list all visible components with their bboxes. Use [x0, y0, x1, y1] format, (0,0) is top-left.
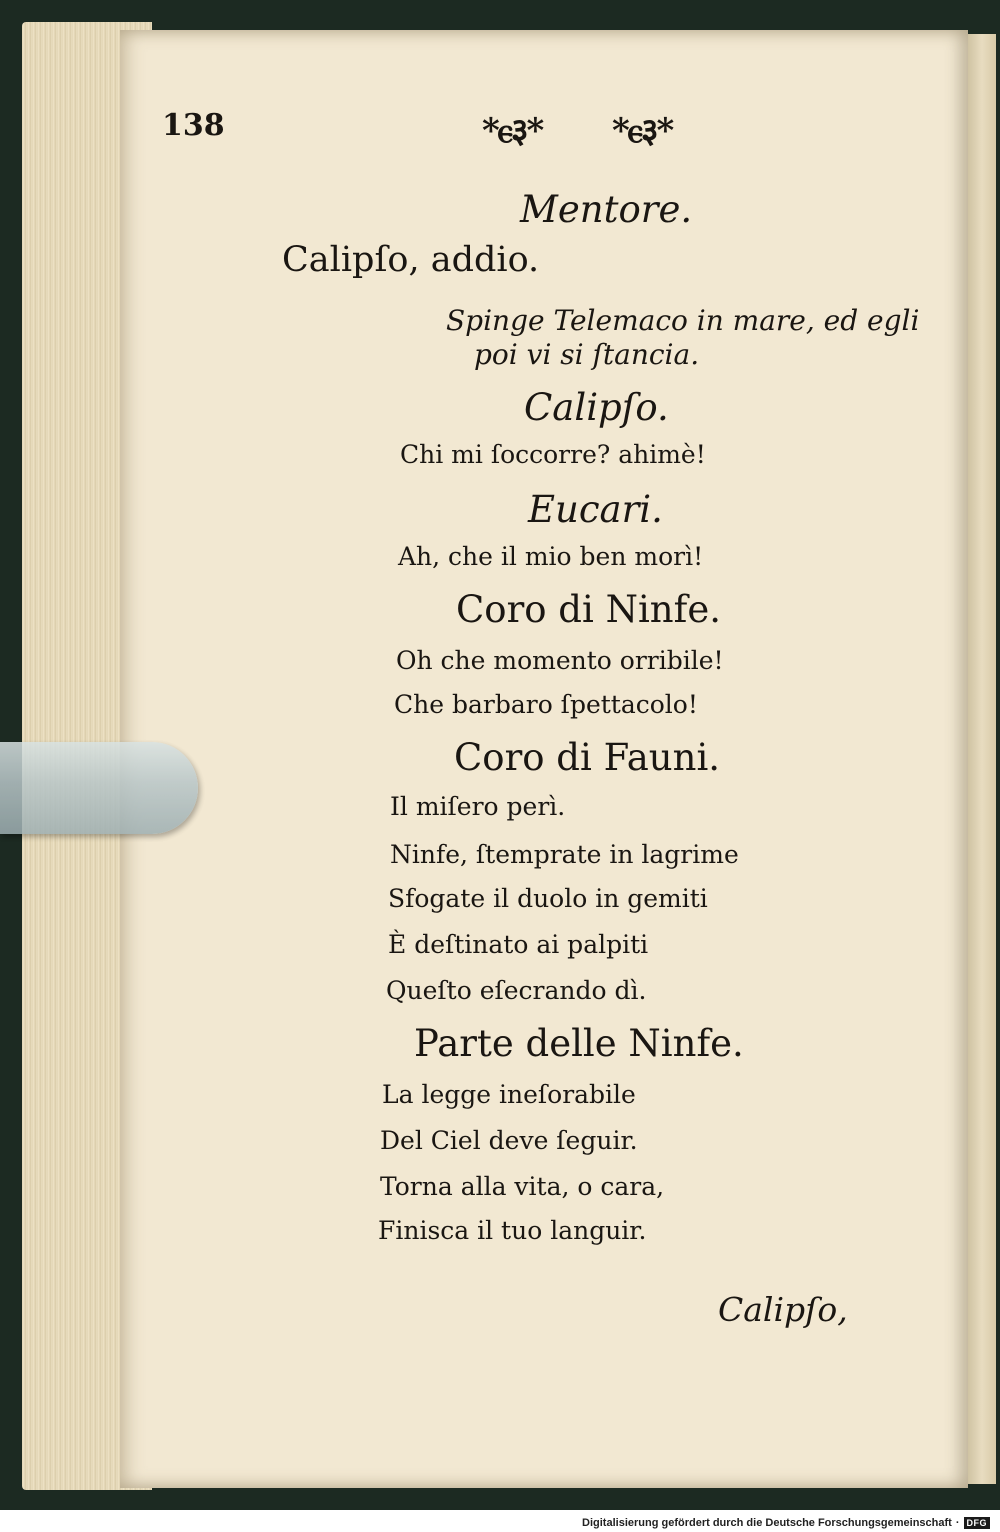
- parte-ninfe-line-3: Torna alla vita, o cara,: [380, 1172, 665, 1201]
- speaker-calipso: Calipſo.: [524, 386, 669, 429]
- catchword: Calipſo,: [718, 1290, 848, 1329]
- stage-direction-line-1: Spinge Telemaco in mare, ed egli: [446, 304, 920, 337]
- footer-credit: [582, 1517, 990, 1529]
- footer-credit-text: Digitalisierung gefördert durch die Deutsche Forschungsgemeinschaft: [582, 1517, 952, 1529]
- parte-ninfe-line-1: La legge ineſorabile: [382, 1080, 636, 1109]
- calipso-line: Chi mi ſoccorre? ahimè!: [400, 440, 706, 469]
- speaker-coro-ninfe: Coro di Ninfe.: [456, 588, 721, 631]
- page-holder-clip: [0, 742, 198, 834]
- eucari-line: Ah, che il mio ben morì!: [398, 542, 704, 571]
- coro-fauni-line-3: Sfogate il duolo in gemiti: [388, 884, 708, 913]
- ornament-right-icon: *ⲉ३*: [612, 111, 673, 151]
- page-number: 138: [162, 108, 225, 143]
- mentore-line: Calipſo, addio.: [282, 240, 540, 280]
- stage-direction-line-2: poi vi si ſtancia.: [474, 338, 700, 371]
- parte-ninfe-line-4: Finisca il tuo languir.: [378, 1216, 647, 1245]
- coro-ninfe-line-2: Che barbaro ſpettacolo!: [394, 690, 698, 719]
- separator-dot: ·: [955, 1517, 960, 1529]
- coro-fauni-line-4: È deſtinato ai palpiti: [388, 930, 649, 959]
- coro-fauni-line-5: Queſto eſecrando dì.: [386, 976, 647, 1005]
- parte-ninfe-line-2: Del Ciel deve ſeguir.: [380, 1126, 638, 1155]
- speaker-coro-fauni: Coro di Fauni.: [454, 736, 721, 779]
- speaker-mentore: Mentore.: [520, 188, 693, 231]
- footer-bar: [0, 1510, 1000, 1532]
- ornament-left-icon: *ⲉ३*: [482, 111, 543, 151]
- coro-ninfe-line-1: Oh che momento orribile!: [396, 646, 724, 675]
- dfg-logo-icon: DFG: [964, 1517, 991, 1529]
- speaker-parte-ninfe: Parte delle Ninfe.: [414, 1022, 744, 1065]
- coro-fauni-line-2: Ninfe, ſtemprate in lagrime: [390, 840, 739, 869]
- coro-fauni-line-1: Il miſero perì.: [390, 792, 566, 821]
- speaker-eucari: Eucari.: [528, 488, 663, 531]
